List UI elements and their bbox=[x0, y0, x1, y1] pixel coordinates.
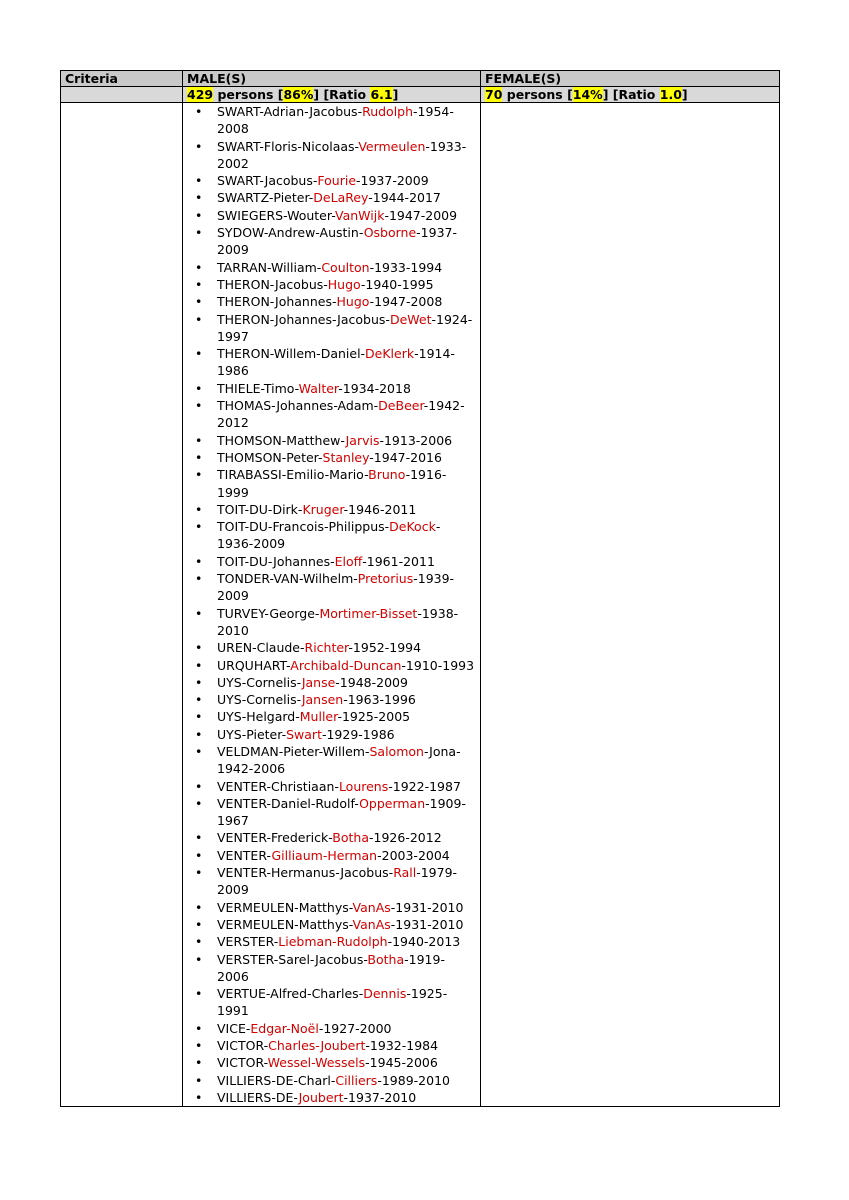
person-prefix: VERTUE-Alfred-Charles- bbox=[217, 986, 364, 1002]
person-prefix: SWART-Adrian-Jacobus- bbox=[217, 104, 363, 119]
list-item bbox=[217, 708, 476, 725]
person-suffix: -1914-1986 bbox=[217, 346, 455, 379]
person-suffix: -1952-1994 bbox=[348, 640, 422, 656]
summary-criteria-cell bbox=[61, 87, 183, 103]
person-suffix: -1932-1984 bbox=[365, 1038, 439, 1054]
person-highlight-name: Kruger bbox=[302, 501, 344, 517]
person-suffix: -1929-1986 bbox=[321, 726, 395, 742]
person-suffix: -1931-2010 bbox=[390, 916, 464, 932]
list-item bbox=[217, 743, 476, 778]
person-highlight-name: DeKock bbox=[389, 519, 436, 535]
person-prefix: SWIEGERS-Wouter- bbox=[217, 207, 335, 223]
person-prefix: THOMAS-Johannes-Adam- bbox=[217, 398, 379, 414]
person-suffix: -1947-2016 bbox=[369, 449, 442, 465]
list-item bbox=[217, 380, 476, 397]
criteria-table bbox=[60, 70, 780, 1107]
person-suffix: -1933-1994 bbox=[369, 259, 443, 275]
person-highlight-name: Gilliaum-Herman bbox=[271, 847, 378, 863]
list-item bbox=[217, 311, 476, 346]
female-summary bbox=[481, 87, 780, 103]
person-highlight-name: Cilliers bbox=[335, 1072, 378, 1088]
person-prefix: THOMSON-Peter- bbox=[217, 449, 323, 465]
person-suffix: -1937-2010 bbox=[343, 1089, 417, 1105]
person-prefix: THIELE-Timo- bbox=[217, 380, 299, 396]
person-highlight-name: Vermeulen bbox=[358, 138, 426, 154]
person-suffix: -1948-2009 bbox=[335, 674, 408, 690]
person-suffix: -Jona-1942-2006 bbox=[217, 743, 461, 777]
list-item bbox=[217, 933, 476, 950]
person-highlight-name: VanAs bbox=[352, 916, 391, 932]
male-count: 429 bbox=[187, 87, 214, 102]
summary-row bbox=[61, 87, 780, 103]
person-suffix: -1963-1996 bbox=[343, 692, 416, 708]
person-suffix: -1947-2008 bbox=[369, 294, 443, 310]
list-item bbox=[217, 224, 476, 259]
female-label-2: ] [Ratio bbox=[602, 87, 660, 102]
person-highlight-name: Salomon bbox=[369, 743, 424, 759]
person-suffix: -2003-2004 bbox=[377, 847, 450, 863]
person-suffix: -1939-2009 bbox=[217, 571, 455, 604]
person-suffix: -1925-2005 bbox=[337, 709, 411, 725]
person-highlight-name: Richter bbox=[304, 640, 349, 656]
list-item bbox=[217, 501, 476, 518]
person-prefix: TARRAN-William- bbox=[217, 259, 322, 275]
person-suffix: -1940-2013 bbox=[387, 934, 461, 950]
person-suffix: -1916-1999 bbox=[217, 467, 447, 500]
person-highlight-name: Fourie bbox=[317, 173, 357, 189]
female-label-3: ] bbox=[681, 87, 688, 102]
list-item bbox=[217, 449, 476, 466]
person-highlight-name: Botha bbox=[367, 951, 405, 967]
list-item bbox=[217, 345, 476, 380]
list-item bbox=[217, 138, 476, 173]
male-people-cell bbox=[183, 103, 481, 1107]
person-highlight-name: Archibald-Duncan bbox=[290, 657, 402, 673]
person-highlight-name: Edgar-Noël bbox=[250, 1020, 319, 1036]
person-highlight-name: DeBeer bbox=[378, 398, 424, 414]
person-suffix: -1909-1967 bbox=[217, 795, 466, 829]
list-item bbox=[217, 639, 476, 656]
person-suffix: -1946-2011 bbox=[343, 501, 417, 517]
person-prefix: THOMSON-Matthew- bbox=[217, 432, 346, 448]
person-highlight-name: VanAs bbox=[352, 899, 391, 915]
female-count: 70 bbox=[485, 87, 503, 102]
list-item bbox=[217, 466, 476, 501]
person-highlight-name: Wessel-Wessels bbox=[267, 1055, 366, 1071]
person-prefix: VENTER-Daniel-Rudolf- bbox=[217, 795, 360, 811]
person-prefix: VERMEULEN-Matthys- bbox=[217, 899, 353, 915]
list-item bbox=[217, 864, 476, 899]
male-label-3: ] bbox=[392, 87, 399, 102]
male-percent: 86% bbox=[283, 87, 314, 102]
person-suffix: -1937-2009 bbox=[356, 173, 429, 189]
person-suffix: -1940-1995 bbox=[360, 276, 434, 292]
person-highlight-name: Stanley bbox=[322, 449, 370, 465]
person-suffix: -1947-2009 bbox=[384, 207, 458, 223]
person-highlight-name: Hugo bbox=[327, 276, 361, 292]
list-item bbox=[217, 985, 476, 1020]
person-highlight-name: Coulton bbox=[321, 259, 370, 275]
person-suffix: -1933-2002 bbox=[217, 138, 467, 171]
person-highlight-name: Lourens bbox=[338, 778, 389, 794]
person-highlight-name: Muller bbox=[299, 709, 338, 725]
person-prefix: SWART-Floris-Nicolaas- bbox=[217, 138, 359, 154]
list-item bbox=[217, 778, 476, 795]
person-prefix: VERMEULEN-Matthys- bbox=[217, 916, 353, 932]
person-highlight-name: Mortimer-Bisset bbox=[319, 605, 418, 621]
list-item bbox=[217, 847, 476, 864]
person-prefix: UYS-Cornelis- bbox=[217, 692, 302, 708]
list-item bbox=[217, 726, 476, 743]
person-highlight-name: Opperman bbox=[359, 795, 426, 811]
person-prefix: THERON-Johannes- bbox=[217, 294, 337, 310]
person-prefix: VILLIERS-DE- bbox=[217, 1089, 299, 1105]
person-highlight-name: Rudolph bbox=[362, 104, 414, 119]
person-highlight-name: Pretorius bbox=[357, 571, 414, 587]
list-item bbox=[217, 259, 476, 276]
person-highlight-name: DeKlerk bbox=[365, 346, 415, 362]
person-highlight-name: VanWijk bbox=[335, 207, 385, 223]
header-females: FEMALE(S) bbox=[481, 71, 780, 87]
person-prefix: TOIT-DU-Dirk- bbox=[217, 501, 303, 517]
person-suffix: -1989-2010 bbox=[377, 1072, 450, 1088]
person-prefix: SYDOW-Andrew-Austin- bbox=[217, 225, 364, 241]
person-suffix: -1934-2018 bbox=[338, 380, 411, 396]
female-people-cell bbox=[481, 103, 780, 1107]
list-item bbox=[217, 899, 476, 916]
person-prefix: TIRABASSI-Emilio-Mario- bbox=[217, 467, 369, 483]
list-item bbox=[217, 795, 476, 830]
list-item bbox=[217, 518, 476, 553]
person-suffix: -1938-2010 bbox=[217, 605, 459, 638]
list-item bbox=[217, 553, 476, 570]
person-highlight-name: Liebman-Rudolph bbox=[278, 934, 388, 950]
list-item bbox=[217, 916, 476, 933]
people-criteria-cell bbox=[61, 103, 183, 1107]
list-item bbox=[217, 1037, 476, 1054]
person-prefix: TOIT-DU-Francois-Philippus- bbox=[217, 519, 390, 535]
person-prefix: VILLIERS-DE-Charl- bbox=[217, 1072, 336, 1088]
header-criteria: Criteria bbox=[61, 71, 183, 87]
person-highlight-name: Jarvis bbox=[345, 432, 380, 448]
female-percent: 14% bbox=[572, 87, 603, 102]
person-prefix: URQUHART- bbox=[217, 657, 291, 673]
person-prefix: VENTER-Hermanus-Jacobus- bbox=[217, 865, 394, 881]
person-highlight-name: Bruno bbox=[368, 467, 406, 483]
person-highlight-name: Swart bbox=[286, 726, 322, 742]
person-suffix: -1924-1997 bbox=[217, 311, 473, 344]
person-highlight-name: Osborne bbox=[363, 225, 417, 241]
person-prefix: THERON-Willem-Daniel- bbox=[217, 346, 366, 362]
person-highlight-name: Hugo bbox=[336, 294, 370, 310]
person-suffix: -1927-2000 bbox=[318, 1020, 392, 1036]
person-highlight-name: Charles-Joubert bbox=[268, 1038, 366, 1054]
person-prefix: VICE- bbox=[217, 1020, 251, 1036]
male-label-1: persons [ bbox=[213, 87, 284, 102]
person-prefix: VICTOR- bbox=[217, 1055, 268, 1071]
person-highlight-name: Jansen bbox=[301, 692, 344, 708]
list-item bbox=[217, 276, 476, 293]
list-item bbox=[217, 570, 476, 605]
person-prefix: VERSTER- bbox=[217, 934, 279, 950]
list-item bbox=[217, 1054, 476, 1071]
list-item bbox=[217, 1089, 476, 1106]
list-item bbox=[217, 172, 476, 189]
person-highlight-name: DeLaRey bbox=[313, 190, 369, 206]
male-ratio: 6.1 bbox=[370, 87, 393, 102]
list-item bbox=[217, 674, 476, 691]
person-highlight-name: DeWet bbox=[389, 311, 432, 327]
person-prefix: THERON-Jacobus- bbox=[217, 276, 328, 292]
list-item bbox=[217, 605, 476, 640]
person-highlight-name: Dennis bbox=[363, 986, 407, 1002]
list-item bbox=[217, 1020, 476, 1037]
person-suffix: -1925-1991 bbox=[217, 986, 448, 1019]
person-suffix: -1979-2009 bbox=[217, 865, 458, 898]
person-prefix: VICTOR- bbox=[217, 1038, 269, 1054]
person-highlight-name: Walter bbox=[298, 380, 339, 396]
header-row bbox=[61, 71, 780, 87]
person-highlight-name: Rall bbox=[393, 865, 417, 881]
person-suffix: -1936-2009 bbox=[217, 519, 441, 552]
list-item bbox=[217, 432, 476, 449]
person-prefix: VELDMAN-Pieter-Willem- bbox=[217, 743, 370, 759]
person-suffix: -1954-2008 bbox=[217, 104, 454, 137]
person-suffix: -1919-2006 bbox=[217, 951, 445, 984]
person-suffix: -1937-2009 bbox=[217, 225, 457, 258]
female-label-1: persons [ bbox=[502, 87, 573, 102]
person-prefix: TONDER-VAN-Wilhelm- bbox=[217, 571, 358, 587]
person-highlight-name: Eloff bbox=[334, 553, 363, 569]
person-prefix: UYS-Cornelis- bbox=[217, 674, 302, 690]
male-people-list bbox=[187, 103, 476, 1106]
list-item bbox=[217, 1072, 476, 1089]
person-prefix: VENTER-Frederick- bbox=[217, 830, 333, 846]
person-prefix: SWARTZ-Pieter- bbox=[217, 190, 314, 206]
list-item bbox=[217, 207, 476, 224]
header-males: MALE(S) bbox=[183, 71, 481, 87]
list-item bbox=[217, 657, 476, 674]
female-ratio: 1.0 bbox=[659, 87, 682, 102]
male-label-2: ] [Ratio bbox=[313, 87, 371, 102]
person-prefix: TURVEY-George- bbox=[217, 605, 320, 621]
person-prefix: VERSTER-Sarel-Jacobus- bbox=[217, 951, 368, 967]
person-suffix: -1942-2012 bbox=[217, 398, 465, 431]
person-highlight-name: Botha bbox=[332, 830, 369, 846]
person-prefix: TOIT-DU-Johannes- bbox=[217, 553, 335, 569]
list-item bbox=[217, 691, 476, 708]
person-prefix: VENTER- bbox=[217, 847, 272, 863]
list-item bbox=[217, 397, 476, 432]
person-prefix: SWART-Jacobus- bbox=[217, 173, 318, 189]
person-suffix: -1931-2010 bbox=[390, 899, 464, 915]
male-summary bbox=[183, 87, 481, 103]
person-suffix: -1944-2017 bbox=[368, 190, 441, 206]
person-suffix: -1913-2006 bbox=[379, 432, 453, 448]
person-suffix: -1945-2006 bbox=[365, 1055, 438, 1071]
person-suffix: -1922-1987 bbox=[388, 778, 461, 794]
person-prefix: UYS-Helgard- bbox=[217, 709, 300, 725]
people-row bbox=[61, 103, 780, 1107]
list-item bbox=[217, 189, 476, 206]
list-item bbox=[217, 103, 476, 138]
person-highlight-name: Janse bbox=[301, 674, 336, 690]
person-prefix: UYS-Pieter- bbox=[217, 726, 287, 742]
person-suffix: -1910-1993 bbox=[401, 657, 475, 673]
list-item bbox=[217, 951, 476, 986]
person-prefix: UREN-Claude- bbox=[217, 640, 305, 656]
person-prefix: VENTER-Christiaan- bbox=[217, 778, 339, 794]
list-item bbox=[217, 293, 476, 310]
person-suffix: -1926-2012 bbox=[369, 830, 442, 846]
list-item bbox=[217, 829, 476, 846]
person-prefix: THERON-Johannes-Jacobus- bbox=[217, 311, 390, 327]
person-highlight-name: Joubert bbox=[298, 1089, 344, 1105]
person-suffix: -1961-2011 bbox=[362, 553, 435, 569]
